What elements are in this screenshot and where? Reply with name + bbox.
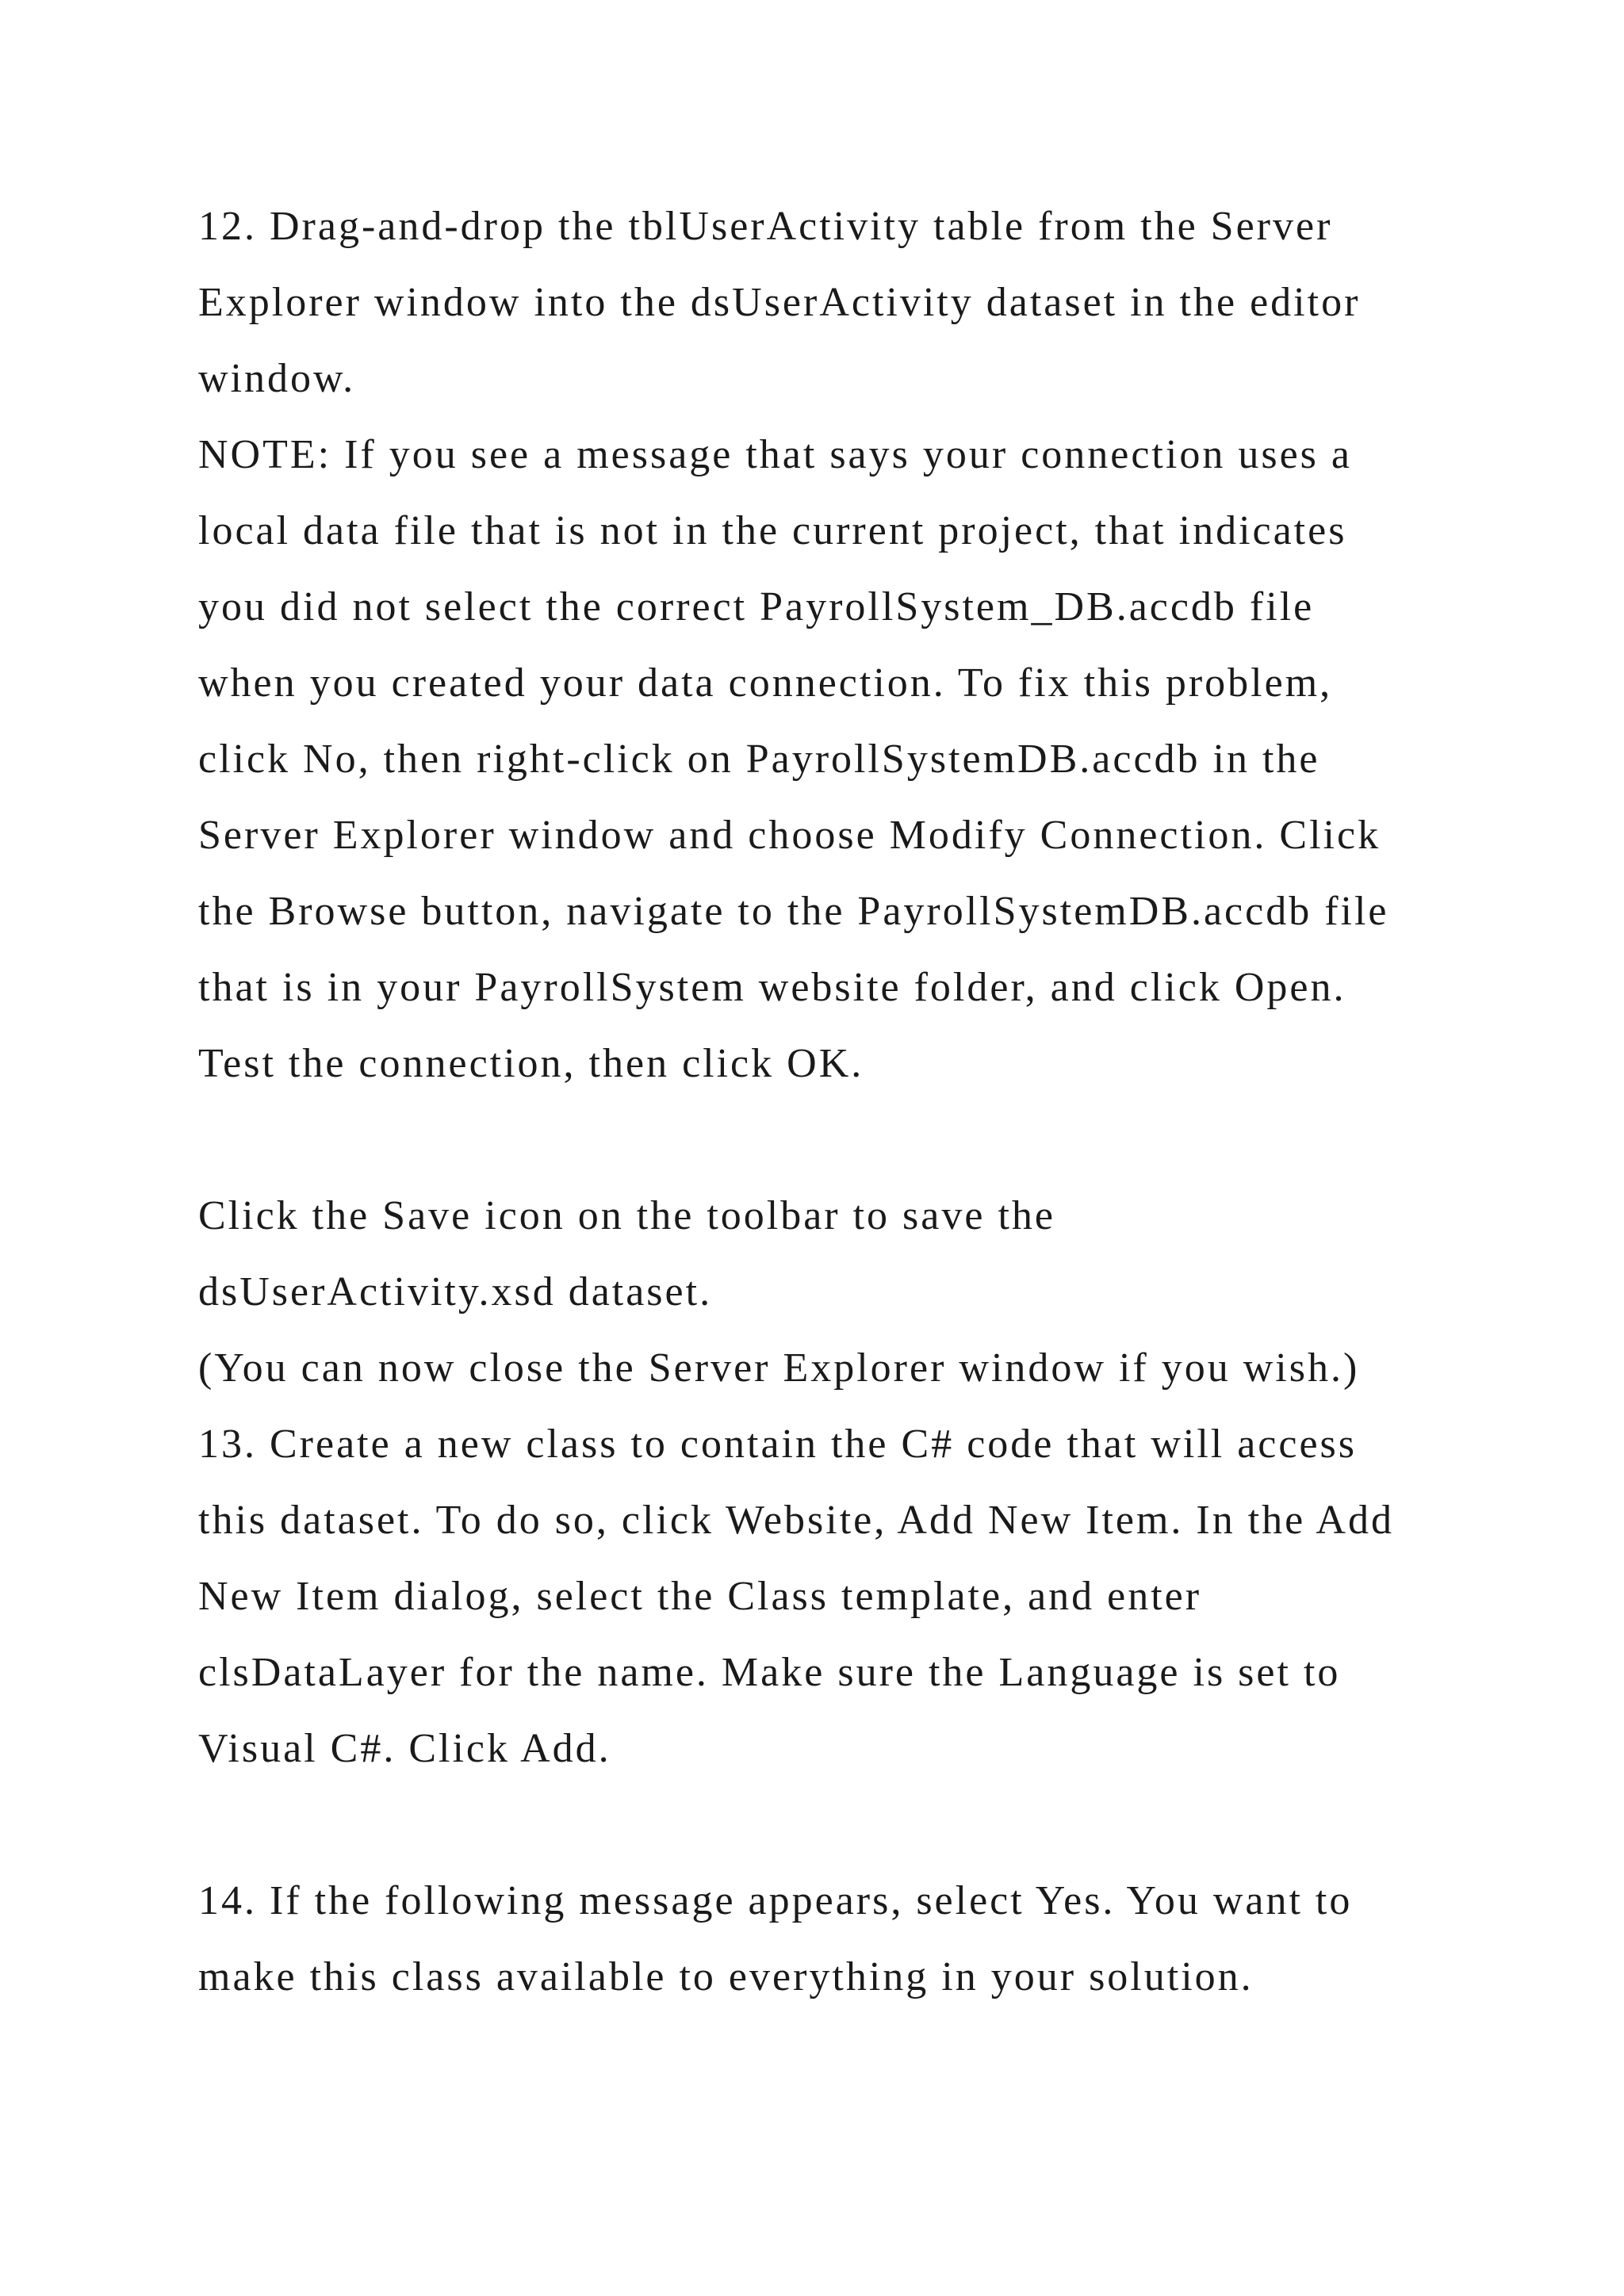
paragraph-step-13: [198, 1178, 1546, 1787]
text-line: 13. Create a new class to contain the C# code that will access: [198, 1422, 1358, 1467]
text-line: that is in your PayrollSystem website folder, and click Open.: [198, 965, 1346, 1010]
text-line: dsUserActivity.xsd dataset.: [198, 1269, 713, 1314]
text-line: make this class available to everything in your solution.: [198, 1954, 1254, 1999]
text-line: Explorer window into the dsUserActivity dataset in the editor: [198, 280, 1361, 325]
text-line: Server Explorer window and choose Modify Connection. Click: [198, 813, 1381, 858]
text-line: New Item dialog, select the Class template, and enter: [198, 1574, 1202, 1619]
paragraph-step-14: [198, 1863, 1546, 2015]
paragraph-step-12: [198, 189, 1546, 1102]
text-line: the Browse button, navigate to the PayrollSystemDB.accdb file: [198, 889, 1389, 934]
text-line: NOTE: If you see a message that says your connection uses a: [198, 432, 1352, 477]
text-line: 12. Drag-and-drop the tblUserActivity table from the Server: [198, 204, 1333, 249]
text-line: local data file that is not in the current project, that indicates: [198, 508, 1347, 553]
text-line: (You can now close the Server Explorer window if you wish.): [198, 1345, 1360, 1391]
text-line: Test the connection, then click OK.: [198, 1041, 864, 1086]
text-line: this dataset. To do so, click Website, Add New Item. In the Add: [198, 1498, 1394, 1543]
paragraph-spacer: [198, 1102, 1546, 1178]
paragraph-spacer: [198, 1787, 1546, 1863]
document-body: [198, 189, 1546, 2015]
text-line: Visual C#. Click Add.: [198, 1726, 611, 1771]
text-line: 14. If the following message appears, select Yes. You want to: [198, 1878, 1353, 1923]
text-line: clsDataLayer for the name. Make sure the Language is set to: [198, 1650, 1341, 1695]
text-line: click No, then right-click on PayrollSystemDB.accdb in the: [198, 737, 1320, 782]
text-line: window.: [198, 356, 356, 401]
text-line: when you created your data connection. To fix this problem,: [198, 660, 1333, 706]
text-line: Click the Save icon on the toolbar to save the: [198, 1193, 1055, 1238]
text-line: you did not select the correct PayrollSystem_DB.accdb file: [198, 584, 1315, 629]
